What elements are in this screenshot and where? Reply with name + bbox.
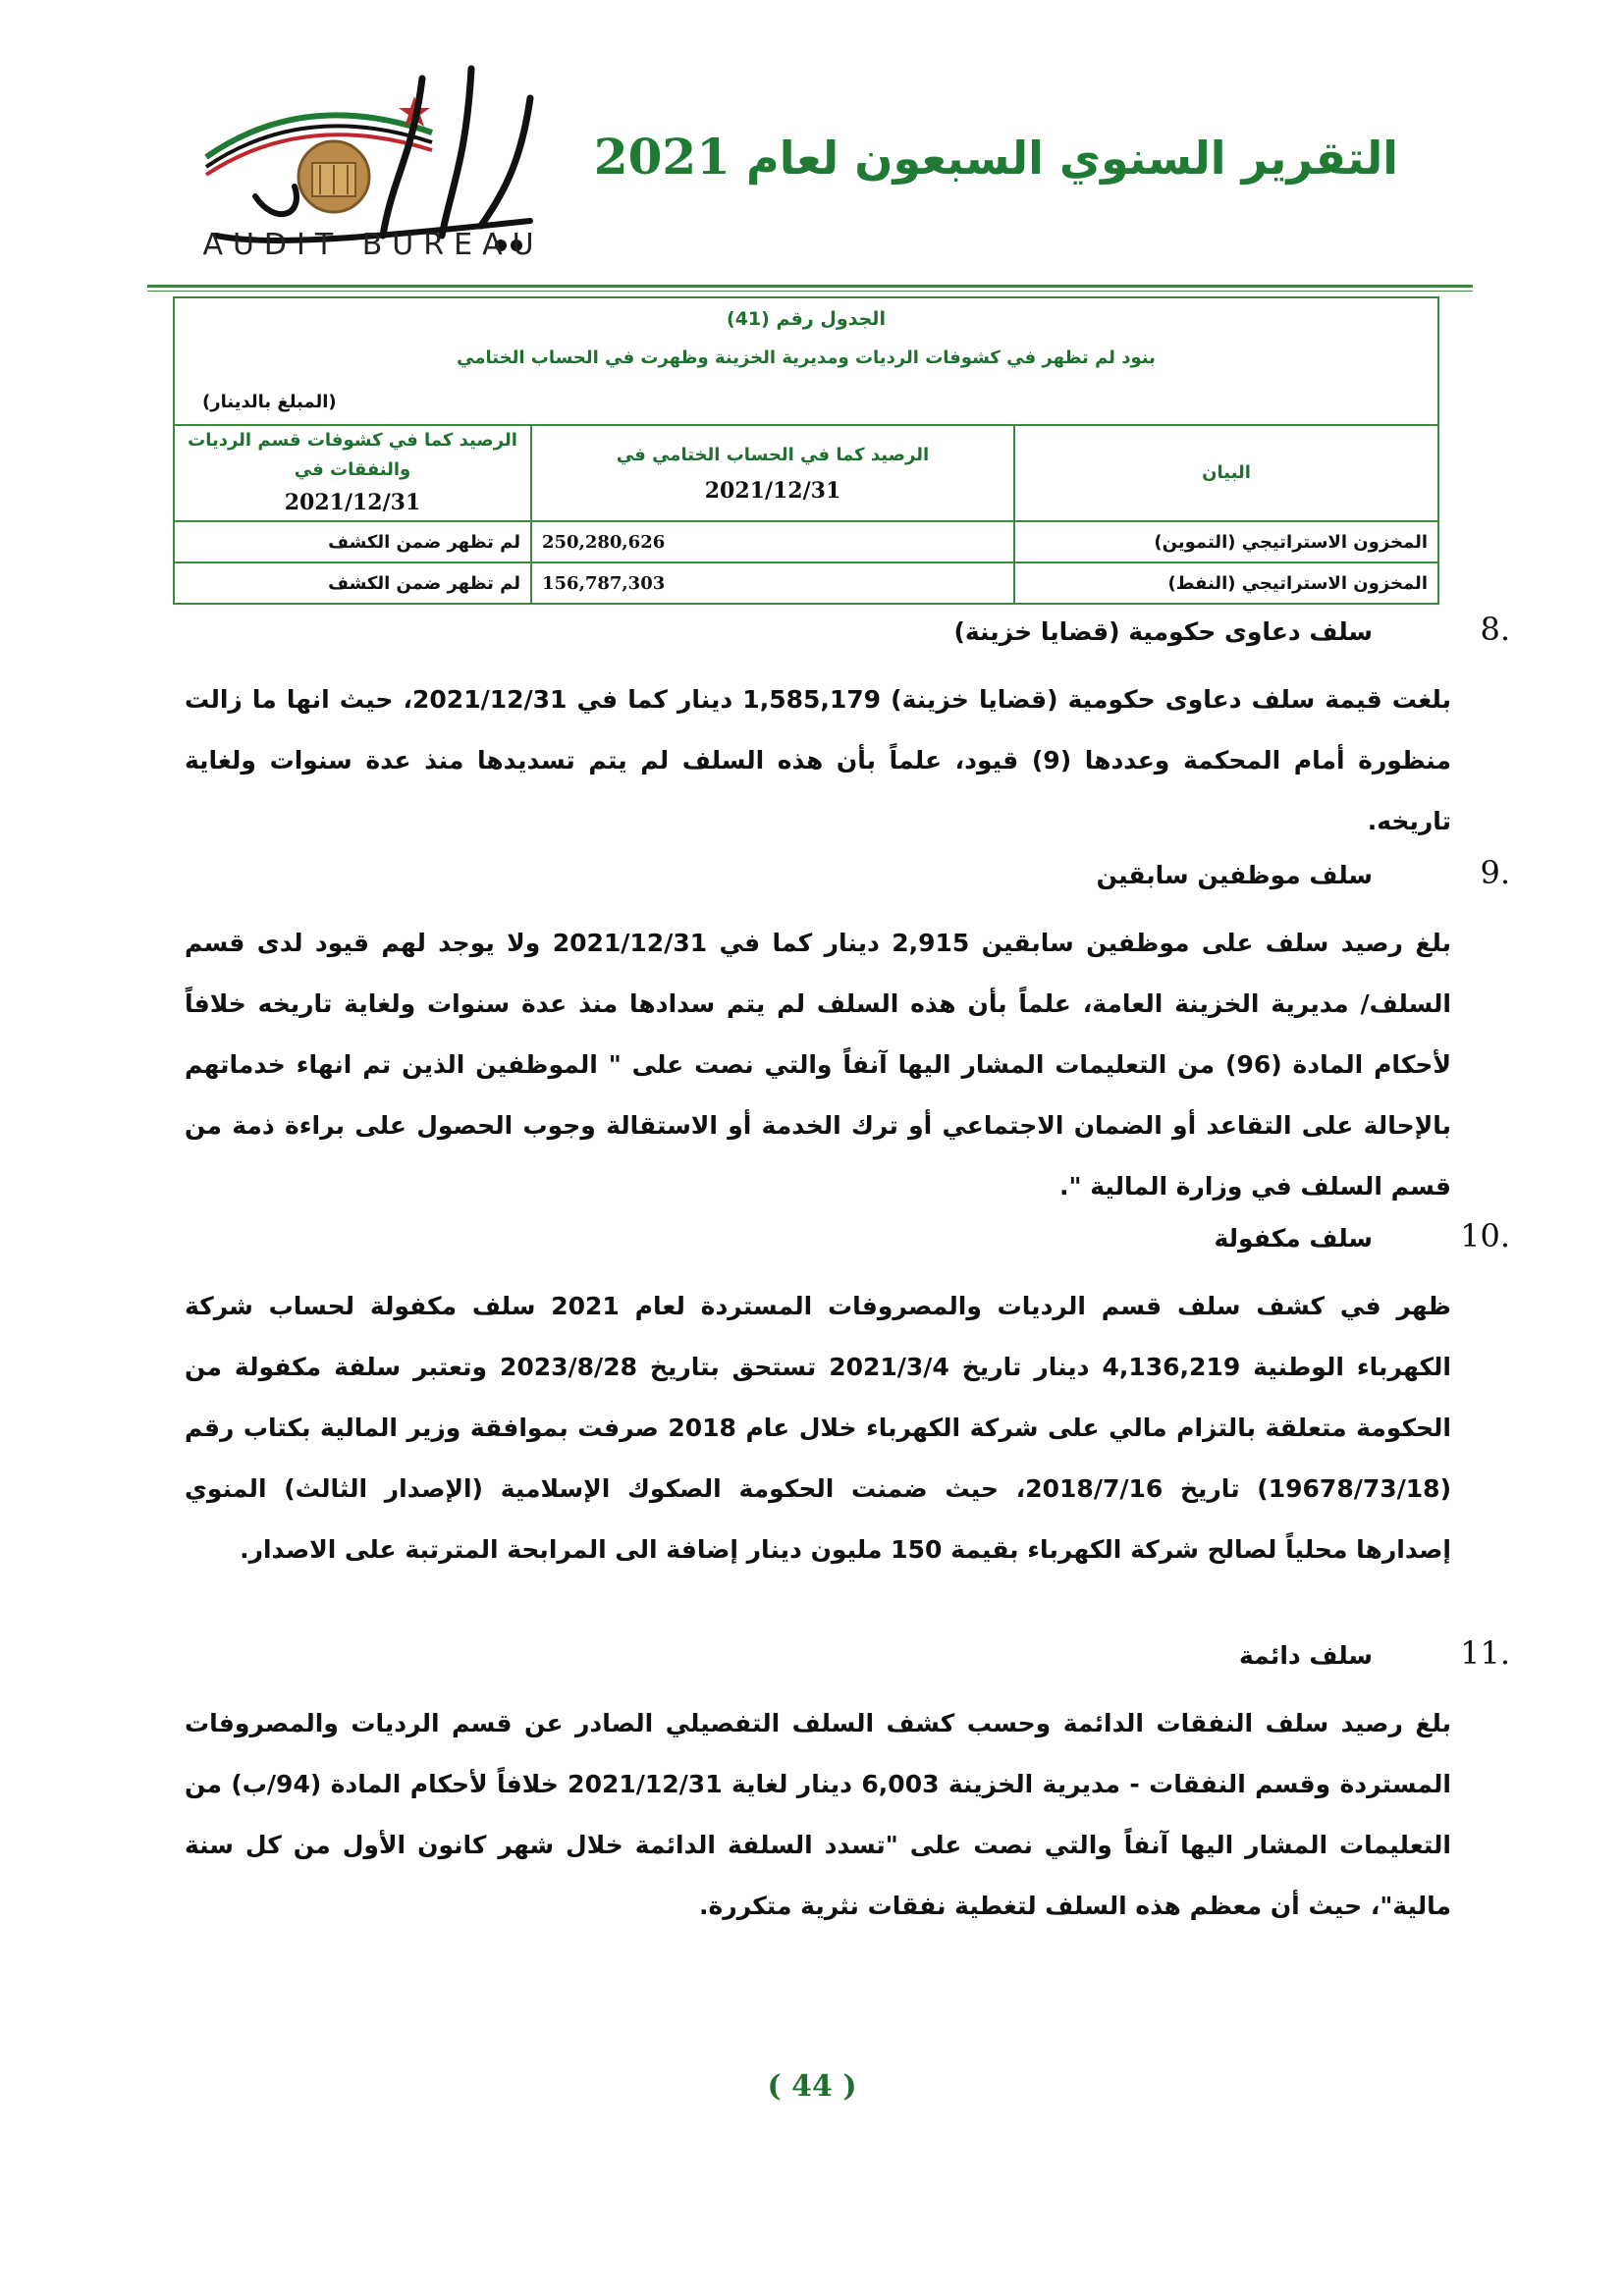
report-title-text: التقرير السنوي السبعون لعام — [745, 132, 1398, 185]
report-table — [173, 296, 1439, 605]
header-divider — [147, 285, 1473, 288]
section-8 — [185, 611, 1510, 852]
section-heading — [185, 854, 1510, 913]
column-header-item: البيان — [1014, 425, 1438, 521]
section-title: سلف دائمة — [1239, 1641, 1373, 1670]
section-10 — [185, 1217, 1510, 1580]
column-header-returns-label: الرصيد كما في كشوفات قسم الرديات والنفقات في — [188, 430, 517, 480]
row-amount: 156,787,303 — [531, 562, 1014, 604]
section-number: 9. — [1480, 854, 1510, 891]
column-header-final-account-date: 2021/12/31 — [704, 478, 841, 504]
row-item: المخزون الاستراتيجي (التموين) — [1014, 521, 1438, 562]
section-title: سلف دعاوى حكومية (قضايا خزينة) — [953, 617, 1373, 646]
table-41 — [173, 296, 1439, 605]
logo-caption: AUDIT BUREAU — [202, 228, 544, 262]
section-heading — [185, 1217, 1510, 1276]
column-header-final-account — [531, 425, 1014, 521]
section-title: سلف مكفولة — [1214, 1224, 1373, 1253]
table-caption — [174, 297, 1438, 425]
header-divider-thin — [147, 291, 1473, 292]
section-body: ظهر في كشف سلف قسم الرديات والمصروفات المستردة لعام 2021 سلف مكفولة لحساب شركة الكهرباء الوطنية 4,136,219 دينار تاريخ 2021/3/4 تستحق بتاريخ 2023/8/28 وتعتبر سلفة مكفولة من الحكومة متعلقة بالتزام مالي على شركة الكهرباء خلال عام 2018 صرفت بموافقة وزير المالية بكتاب رقم (19678/73/18) تاريخ 2018/7/16، حيث ضمنت الحكومة الصكوك الإسلامية (الإصدار الثالث) المنوي إصدارها محلياً لصالح شركة الكهرباء بقيمة 150 مليون دينار إضافة الى المرابحة المترتبة على الاصدار. — [185, 1292, 1452, 1564]
table-caption-row — [174, 297, 1438, 425]
table-row — [174, 521, 1438, 562]
section-heading — [185, 611, 1510, 669]
row-amount: 250,280,626 — [531, 521, 1014, 562]
section-body: بلغت قيمة سلف دعاوى حكومية (قضايا خزينة) 1,585,179 دينار كما في 2021/12/31، حيث انها ما زالت منظورة أمام المحكمة وعددها (9) قيود، علماً بأن هذه السلف لم يتم تسديدها منذ عدة سنوات ولغاية تاريخه. — [185, 685, 1451, 835]
report-year: 2021 — [593, 128, 731, 186]
column-header-final-account-label: الرصيد كما في الحساب الختامي في — [616, 445, 930, 465]
row-status: لم تظهر ضمن الكشف — [174, 562, 531, 604]
section-number: 11. — [1460, 1634, 1510, 1672]
table-row — [174, 562, 1438, 604]
table-caption-subtitle: بنود لم تظهر في كشوفات الرديات ومديرية الخزينة وظهرت في الحساب الختامي — [457, 347, 1156, 368]
table-unit-note: (المبلغ بالدينار) — [202, 392, 337, 412]
column-header-returns — [174, 425, 531, 521]
section-number: 8. — [1480, 611, 1510, 648]
row-status: لم تظهر ضمن الكشف — [174, 521, 531, 562]
column-header-returns-date: 2021/12/31 — [284, 490, 421, 515]
section-title: سلف موظفين سابقين — [1096, 861, 1373, 889]
section-11 — [185, 1634, 1510, 1937]
section-body: بلغ رصيد سلف على موظفين سابقين 2,915 دينار كما في 2021/12/31 ولا يوجد لهم قيود لدى قسم السلف/ مديرية الخزينة العامة، علماً بأن هذه السلف لم يتم سدادها منذ عدة سنوات ولغاية تاريخه خلافاً لأحكام المادة (96) من التعليمات المشار اليها آنفاً والتي نصت على " الموظفين الذين تم انهاء خدماتهم بالإحالة على التقاعد أو الضمان الاجتماعي أو ترك الخدمة أو الاستقالة وجوب الحصول على براءة ذمة من قسم السلف في وزارة المالية ". — [185, 929, 1451, 1201]
section-heading — [185, 1634, 1510, 1693]
row-item: المخزون الاستراتيجي (النفط) — [1014, 562, 1438, 604]
section-body: بلغ رصيد سلف النفقات الدائمة وحسب كشف السلف التفصيلي الصادر عن قسم الرديات والمصروفات المستردة وقسم النفقات - مديرية الخزينة 6,003 دينار لغاية 2021/12/31 خلافاً لأحكام المادة (94/ب) من التعليمات المشار اليها آنفاً والتي نصت على "تسدد السلفة الدائمة خلال شهر كانون الأول من كل سنة مالية"، حيث أن معظم هذه السلف لتغطية نفقات نثرية متكررة. — [185, 1709, 1451, 1920]
table-caption-title: الجدول رقم (41) — [727, 308, 886, 330]
section-9 — [185, 854, 1510, 1217]
table-header-row — [174, 425, 1438, 521]
page-number: ( 44 ) — [767, 2069, 857, 2104]
section-number: 10. — [1460, 1217, 1510, 1255]
report-title — [594, 128, 1398, 186]
